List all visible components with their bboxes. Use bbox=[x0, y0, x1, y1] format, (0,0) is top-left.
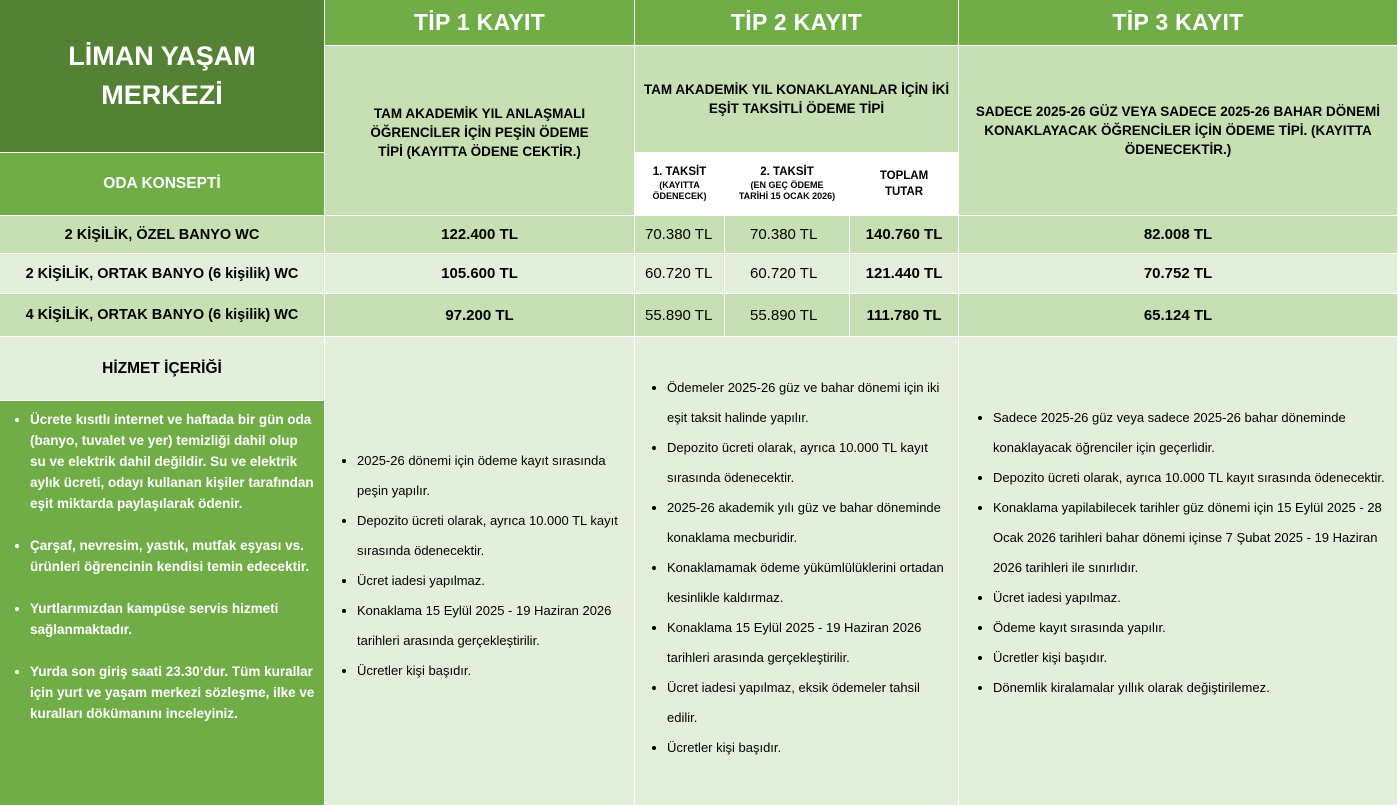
total-header: TOPLAM TUTAR bbox=[850, 153, 959, 216]
service-item: • Yurtlarımızdan kampüse servis hizmeti sağlanmaktadır. bbox=[30, 598, 316, 640]
total-price: 111.780 TL bbox=[850, 294, 959, 337]
tip2-notes-panel bbox=[635, 337, 959, 806]
note-item: • Ücret iadesi yapılmaz, eksik ödemeler tahsil edilir. bbox=[667, 673, 950, 733]
service-item: • Ücrete kısıtlı internet ve haftada bir gün oda (banyo, tuvalet ve yer) temizliği dahil olup su ve elektrik dahil değildir. Su ve elektrik aylık ücreti, odayı kullanan kişiler tarafından eşit miktarda paylaşılarak ödenir. bbox=[30, 409, 316, 514]
tip3-price: 65.124 TL bbox=[959, 294, 1398, 337]
tip2-header: TİP 2 KAYIT bbox=[635, 0, 959, 46]
note-item: • Depozito ücreti olarak, ayrıca 10.000 TL kayıt sırasında ödenecektir. bbox=[667, 433, 950, 493]
note-item: • Ödeme kayıt sırasında yapılır. bbox=[993, 613, 1389, 643]
service-item: • Yurda son giriş saati 23.30’dur. Tüm kurallar için yurt ve yaşam merkezi sözleşme, ilke ve kuralları dökümanını inceleyiniz. bbox=[30, 661, 316, 724]
note-item: • 2025-26 dönemi için ödeme kayıt sırasında peşin yapılır. bbox=[357, 446, 626, 506]
room-name: 2 KİŞİLİK, ORTAK BANYO (6 kişilik) WC bbox=[0, 254, 325, 294]
tip3-price: 70.752 TL bbox=[959, 254, 1398, 294]
service-list bbox=[8, 409, 316, 724]
installment1-price: 60.720 TL bbox=[635, 254, 725, 294]
note-item: • Depozito ücreti olarak, ayrıca 10.000 TL kayıt sırasında ödenecektir. bbox=[357, 506, 626, 566]
tip1-price: 105.600 TL bbox=[325, 254, 635, 294]
tip1-notes bbox=[335, 446, 626, 686]
installment1-price: 55.890 TL bbox=[635, 294, 725, 337]
tip3-notes bbox=[971, 403, 1389, 703]
tip1-description: TAM AKADEMİK YIL ANLAŞMALI ÖĞRENCİLER İÇİN PEŞİN ÖDEME TİPİ (KAYITTA ÖDENE CEKTİR.) bbox=[325, 46, 635, 216]
total-price: 140.760 TL bbox=[850, 216, 959, 254]
note-item: • Dönemlik kiralamalar yıllık olarak değiştirilemez. bbox=[993, 673, 1389, 703]
note-item: • Ücretler kişi başıdır. bbox=[357, 656, 626, 686]
note-item: • Sadece 2025-26 güz veya sadece 2025-26 bahar döneminde konaklayacak öğrenciler için geçerlidir. bbox=[993, 403, 1389, 463]
note-item: • Depozito ücreti olarak, ayrıca 10.000 TL kayıt sırasında ödenecektir. bbox=[993, 463, 1389, 493]
room-name: 2 KİŞİLİK, ÖZEL BANYO WC bbox=[0, 216, 325, 254]
installment2-price: 70.380 TL bbox=[725, 216, 850, 254]
tip1-header: TİP 1 KAYIT bbox=[325, 0, 635, 46]
tip3-price: 82.008 TL bbox=[959, 216, 1398, 254]
tip1-price: 122.400 TL bbox=[325, 216, 635, 254]
room-name: 4 KİŞİLİK, ORTAK BANYO (6 kişilik) WC bbox=[0, 294, 325, 337]
service-label: HİZMET İÇERİĞİ bbox=[0, 337, 325, 401]
tip1-notes-panel bbox=[325, 337, 635, 806]
tip1-price: 97.200 TL bbox=[325, 294, 635, 337]
tip3-header: TİP 3 KAYIT bbox=[959, 0, 1398, 46]
total-price: 121.440 TL bbox=[850, 254, 959, 294]
tip2-description: TAM AKADEMİK YIL KONAKLAYANLAR İÇİN İKİ EŞİT TAKSİTLİ ÖDEME TİPİ bbox=[635, 46, 959, 153]
note-item: • Ücretler kişi başıdır. bbox=[993, 643, 1389, 673]
note-item: • Ücretler kişi başıdır. bbox=[667, 733, 950, 763]
room-concept-label: ODA KONSEPTİ bbox=[0, 153, 325, 216]
installment1-header: 1. TAKSİT (KAYITTA ÖDENECEK) bbox=[635, 153, 725, 216]
tip3-description: SADECE 2025-26 GÜZ VEYA SADECE 2025-26 BAHAR DÖNEMİ KONAKLAYACAK ÖĞRENCİLER İÇİN ÖDEME TİPİ. (KAYITTA ÖDENECEKTİR.) bbox=[959, 46, 1398, 216]
note-item: • Konaklama 15 Eylül 2025 - 19 Haziran 2026 tarihleri arasında gerçekleştirilir. bbox=[667, 613, 950, 673]
note-item: • Konaklama yapilabilecek tarihler güz dönemi için 15 Eylül 2025 - 28 Ocak 2026 tarihleri bahar dönemi içinse 7 Şubat 2025 - 19 Haziran 2026 tarihleri ile sınırlıdır. bbox=[993, 493, 1389, 583]
installment1-price: 70.380 TL bbox=[635, 216, 725, 254]
installment2-price: 60.720 TL bbox=[725, 254, 850, 294]
note-item: • Ücret iadesi yapılmaz. bbox=[993, 583, 1389, 613]
installment2-header: 2. TAKSİT (EN GEÇ ÖDEME TARİHİ 15 OCAK 2026) bbox=[725, 153, 850, 216]
note-item: • 2025-26 akademik yılı güz ve bahar döneminde konaklama mecburidir. bbox=[667, 493, 950, 553]
note-item: • Konaklama 15 Eylül 2025 - 19 Haziran 2026 tarihleri arasında gerçekleştirilir. bbox=[357, 596, 626, 656]
service-item: • Çarşaf, nevresim, yastık, mutfak eşyası vs. ürünleri öğrencinin kendisi temin edecektir. bbox=[30, 535, 316, 577]
installment2-price: 55.890 TL bbox=[725, 294, 850, 337]
note-item: • Ödemeler 2025-26 güz ve bahar dönemi için iki eşit taksit halinde yapılır. bbox=[667, 373, 950, 433]
note-item: • Ücret iadesi yapılmaz. bbox=[357, 566, 626, 596]
tip2-notes bbox=[645, 373, 950, 763]
tip3-notes-panel bbox=[959, 337, 1398, 806]
note-item: • Konaklamamak ödeme yükümlülüklerini ortadan kesinlikle kaldırmaz. bbox=[667, 553, 950, 613]
page-title: LİMAN YAŞAM MERKEZİ bbox=[0, 0, 325, 153]
service-panel bbox=[0, 401, 325, 806]
